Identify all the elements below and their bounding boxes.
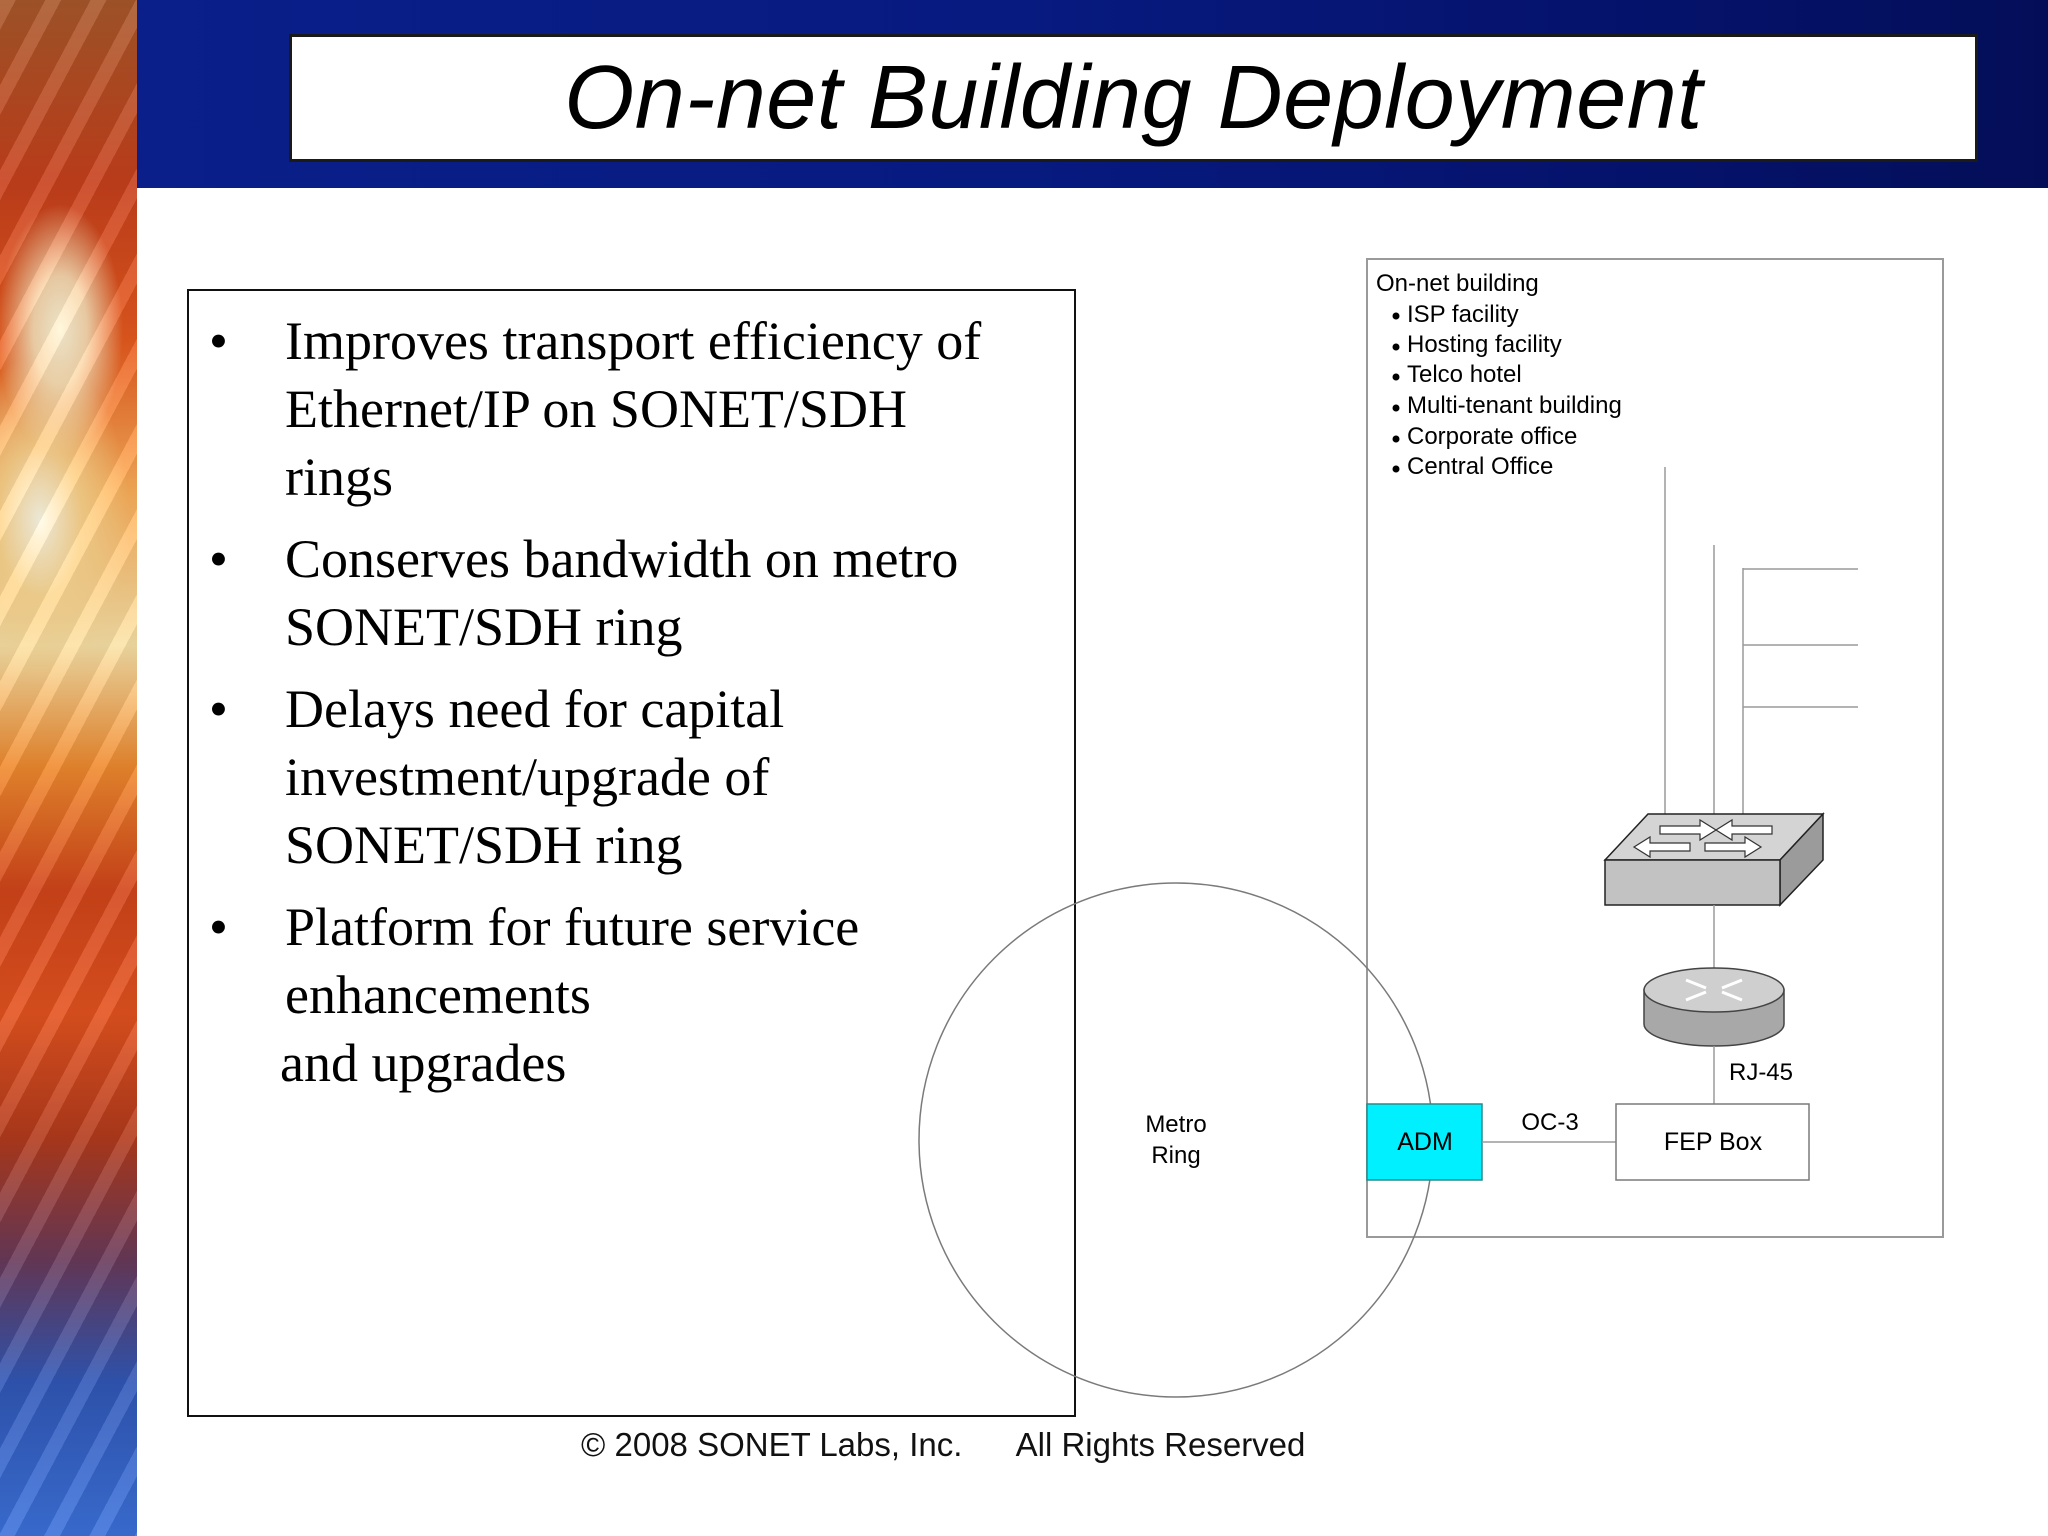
bullet-line: SONET/SDH ring: [285, 815, 683, 875]
bullet-icon: •: [209, 529, 228, 589]
fep-box-label: FEP Box: [1663, 1128, 1763, 1156]
building-type-item: ISP facility: [1407, 301, 1519, 328]
bullet-line: enhancements: [285, 965, 591, 1025]
bullet-line: Platform for future service: [285, 897, 860, 957]
building-heading: On-net building: [1376, 270, 1539, 297]
building-type-item: Corporate office: [1407, 423, 1578, 450]
bullet-line: Ethernet/IP on SONET/SDH: [285, 379, 907, 439]
riser-lines: [1665, 467, 1858, 836]
footer: [581, 1426, 1305, 1464]
building-type-item: Multi-tenant building: [1407, 392, 1622, 419]
bullet-line: Improves transport efficiency of: [285, 311, 982, 371]
building-type-list: [1393, 301, 1622, 480]
building-type-item: Telco hotel: [1407, 361, 1522, 388]
list-bullet-icon: [1393, 313, 1400, 320]
list-bullet-icon: [1393, 344, 1400, 351]
building-type-item: Hosting facility: [1407, 331, 1562, 358]
bullet-icon: •: [209, 897, 228, 957]
bullet-line: investment/upgrade of: [285, 747, 770, 807]
bullet-line: Delays need for capital: [285, 679, 785, 739]
ethernet-switch-icon: [1605, 814, 1823, 905]
footer-spacer: [962, 1426, 1015, 1463]
router-top: [1644, 968, 1784, 1012]
building-type-item: Central Office: [1407, 453, 1554, 480]
list-bullet-icon: [1393, 405, 1400, 412]
bullet-continuation: and upgrades: [280, 1033, 567, 1093]
rj45-link-label: RJ-45: [1728, 1059, 1794, 1086]
slide-title: On-net Building Deployment: [564, 47, 1703, 148]
footer-rights: All Rights Reserved: [1015, 1426, 1306, 1463]
bullet-line: rings: [285, 447, 393, 507]
footer-copyright: © 2008 SONET Labs, Inc.: [581, 1426, 963, 1463]
adm-label: ADM: [1397, 1128, 1453, 1156]
metro-ring-label: Metro: [1145, 1111, 1207, 1138]
list-bullet-icon: [1393, 436, 1400, 443]
list-bullet-icon: [1393, 374, 1400, 381]
metro-ring: [919, 883, 1433, 1397]
oc3-link-label: OC-3: [1521, 1109, 1579, 1136]
switch-front-face: [1605, 860, 1780, 905]
bullet-line: Conserves bandwidth on metro: [285, 529, 959, 589]
router-icon: [1644, 968, 1784, 1046]
bullet-icon: •: [209, 679, 228, 739]
list-bullet-icon: [1393, 466, 1400, 473]
bullet-icon: •: [209, 311, 228, 371]
bullet-line: SONET/SDH ring: [285, 597, 683, 657]
metro-ring-label: Ring: [1151, 1142, 1201, 1169]
